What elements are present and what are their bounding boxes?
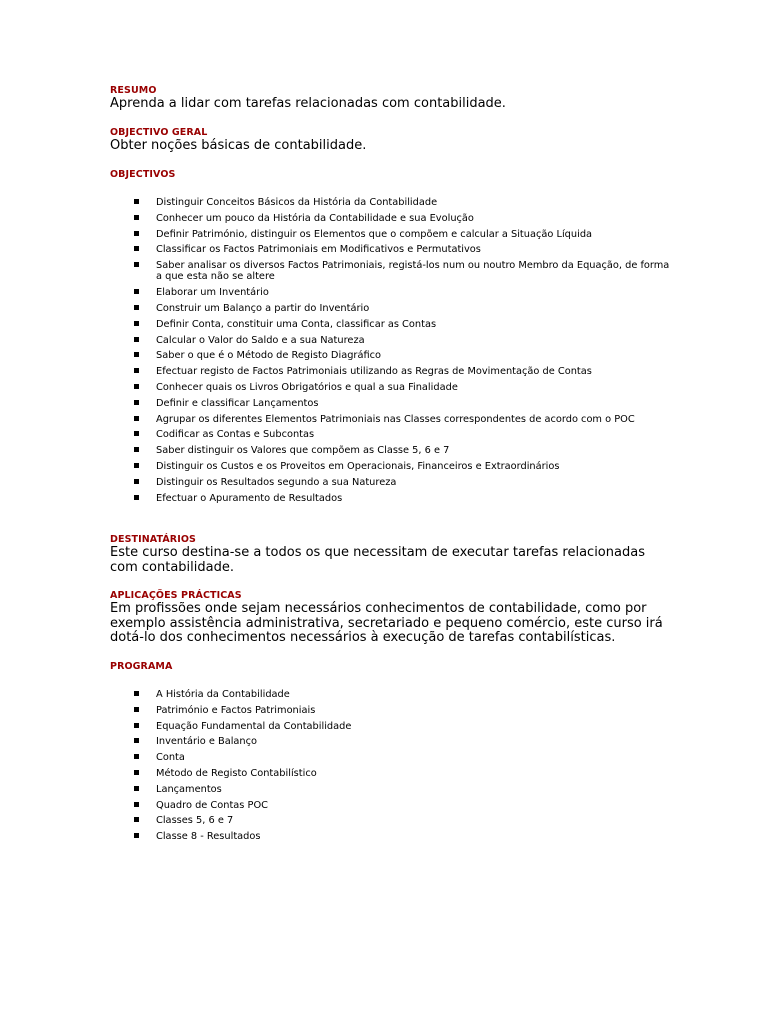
square-bullet-icon: [134, 817, 139, 822]
programa-list: [110, 689, 670, 847]
list-item-text: Conhecer quais os Livros Obrigatórios e qual a sua Finalidade: [156, 381, 458, 393]
list-item-text: Calcular o Valor do Saldo e a sua Natureza: [156, 334, 365, 346]
list-item-text: Classe 8 - Resultados: [156, 831, 261, 843]
square-bullet-icon: [134, 199, 139, 204]
objectivos-list: [110, 197, 670, 508]
square-bullet-icon: [134, 289, 139, 294]
list-item-text: Classes 5, 6 e 7: [156, 815, 234, 827]
list-item: [110, 213, 670, 224]
list-item-text: Distinguir os Resultados segundo a sua Natureza: [156, 476, 397, 488]
square-bullet-icon: [134, 833, 139, 838]
destinatarios-text: Este curso destina-se a todos os que necessitam de executar tarefas relacionadas com contabilidade.: [110, 545, 645, 575]
square-bullet-icon: [134, 400, 139, 405]
square-bullet-icon: [134, 463, 139, 468]
list-item-text: Classificar os Factos Patrimoniais em Modificativos e Permutativos: [156, 244, 481, 256]
list-item-text: Método de Registo Contabilístico: [156, 767, 317, 779]
section-programa: [110, 661, 172, 673]
list-item-text: Equação Fundamental da Contabilidade: [156, 720, 352, 732]
list-item-text: Agrupar os diferentes Elementos Patrimoniais nas Classes correspondentes de acordo com o POC: [156, 413, 635, 425]
list-item-text: Efectuar o Apuramento de Resultados: [156, 492, 343, 504]
square-bullet-icon: [134, 723, 139, 728]
list-item: [110, 303, 670, 314]
square-bullet-icon: [134, 447, 139, 452]
heading-objectivo-geral: OBJECTIVO GERAL: [110, 127, 208, 138]
list-item: [110, 493, 670, 504]
list-item-text: Conhecer um pouco da História da Contabilidade e sua Evolução: [156, 212, 474, 224]
objectivo-geral-text: Obter noções básicas de contabilidade.: [110, 138, 367, 153]
list-item: [110, 445, 670, 456]
list-item: [110, 350, 670, 361]
list-item-text: Definir Património, distinguir os Elementos que o compõem e calcular a Situação Líquida: [156, 228, 593, 240]
list-item: [110, 736, 670, 747]
list-item: [110, 689, 670, 700]
heading-destinatarios: DESTINATÁRIOS: [110, 534, 196, 545]
list-item: [110, 260, 670, 282]
section-destinatarios: [110, 534, 670, 575]
square-bullet-icon: [134, 707, 139, 712]
list-item-text: Lançamentos: [156, 783, 222, 795]
list-item: [110, 461, 670, 472]
square-bullet-icon: [134, 691, 139, 696]
list-item: [110, 319, 670, 330]
list-item-text: Conta: [156, 752, 185, 764]
square-bullet-icon: [134, 802, 139, 807]
square-bullet-icon: [134, 754, 139, 759]
list-item-text: Definir e classificar Lançamentos: [156, 397, 319, 409]
square-bullet-icon: [134, 352, 139, 357]
list-item: [110, 768, 670, 779]
list-item: [110, 414, 670, 425]
square-bullet-icon: [134, 337, 139, 342]
list-item-text: Saber distinguir os Valores que compõem as Classe 5, 6 e 7: [156, 445, 450, 457]
heading-aplicacoes-practicas: APLICAÇÕES PRÁCTICAS: [110, 590, 242, 601]
list-item: [110, 287, 670, 298]
list-item-text: Saber o que é o Método de Registo Diagráfico: [156, 350, 381, 362]
section-objectivo-geral: [110, 127, 366, 154]
list-item: [110, 477, 670, 488]
list-item: [110, 800, 670, 811]
square-bullet-icon: [134, 368, 139, 373]
square-bullet-icon: [134, 321, 139, 326]
square-bullet-icon: [134, 246, 139, 251]
list-item-text: Saber analisar os diversos Factos Patrimoniais, registá-los num ou noutro Membro da Equação, de forma a que esta não se altere: [156, 260, 670, 283]
heading-programa: PROGRAMA: [110, 661, 173, 672]
square-bullet-icon: [134, 431, 139, 436]
list-item: [110, 197, 670, 208]
section-objectivos: [110, 169, 175, 181]
list-item: [110, 366, 670, 377]
list-item: [110, 335, 670, 346]
heading-resumo: RESUMO: [110, 85, 157, 96]
list-item: [110, 831, 670, 842]
list-item-text: Definir Conta, constituir uma Conta, classificar as Contas: [156, 318, 437, 330]
list-item-text: Efectuar registo de Factos Patrimoniais utilizando as Regras de Movimentação de Contas: [156, 366, 592, 378]
list-item-text: Construir um Balanço a partir do Inventário: [156, 302, 370, 314]
list-item-text: Distinguir os Custos e os Proveitos em Operacionais, Financeiros e Extraordinários: [156, 460, 560, 472]
list-item-text: A História da Contabilidade: [156, 689, 290, 700]
square-bullet-icon: [134, 231, 139, 236]
square-bullet-icon: [134, 262, 139, 267]
square-bullet-icon: [134, 416, 139, 421]
square-bullet-icon: [134, 479, 139, 484]
aplicacoes-text: Em profissões onde sejam necessários conhecimentos de contabilidade, como por exemplo assistência administrativa, secretariado e pequeno comércio, este curso irá dotá-lo dos conhecimentos necessários à execução de tarefas contabilísticas.: [110, 601, 663, 645]
square-bullet-icon: [134, 770, 139, 775]
square-bullet-icon: [134, 738, 139, 743]
list-item: [110, 398, 670, 409]
list-item-text: Distinguir Conceitos Básicos da História da Contabilidade: [156, 197, 438, 208]
list-item: [110, 784, 670, 795]
list-item: [110, 382, 670, 393]
list-item-text: Inventário e Balanço: [156, 736, 258, 748]
square-bullet-icon: [134, 384, 139, 389]
list-item: [110, 229, 670, 240]
list-item-text: Património e Factos Patrimoniais: [156, 704, 316, 716]
list-item-text: Quadro de Contas POC: [156, 799, 268, 811]
list-item: [110, 752, 670, 763]
section-resumo: [110, 85, 506, 112]
square-bullet-icon: [134, 215, 139, 220]
square-bullet-icon: [134, 495, 139, 500]
heading-objectivos: OBJECTIVOS: [110, 169, 176, 180]
list-item: [110, 705, 670, 716]
list-item: [110, 429, 670, 440]
list-item-text: Codificar as Contas e Subcontas: [156, 429, 315, 441]
resumo-text: Aprenda a lidar com tarefas relacionadas com contabilidade.: [110, 96, 506, 111]
list-item: [110, 721, 670, 732]
list-item: [110, 244, 670, 255]
section-aplicacoes-practicas: [110, 590, 670, 646]
list-item: [110, 815, 670, 826]
list-item-text: Elaborar um Inventário: [156, 287, 269, 299]
square-bullet-icon: [134, 786, 139, 791]
square-bullet-icon: [134, 305, 139, 310]
